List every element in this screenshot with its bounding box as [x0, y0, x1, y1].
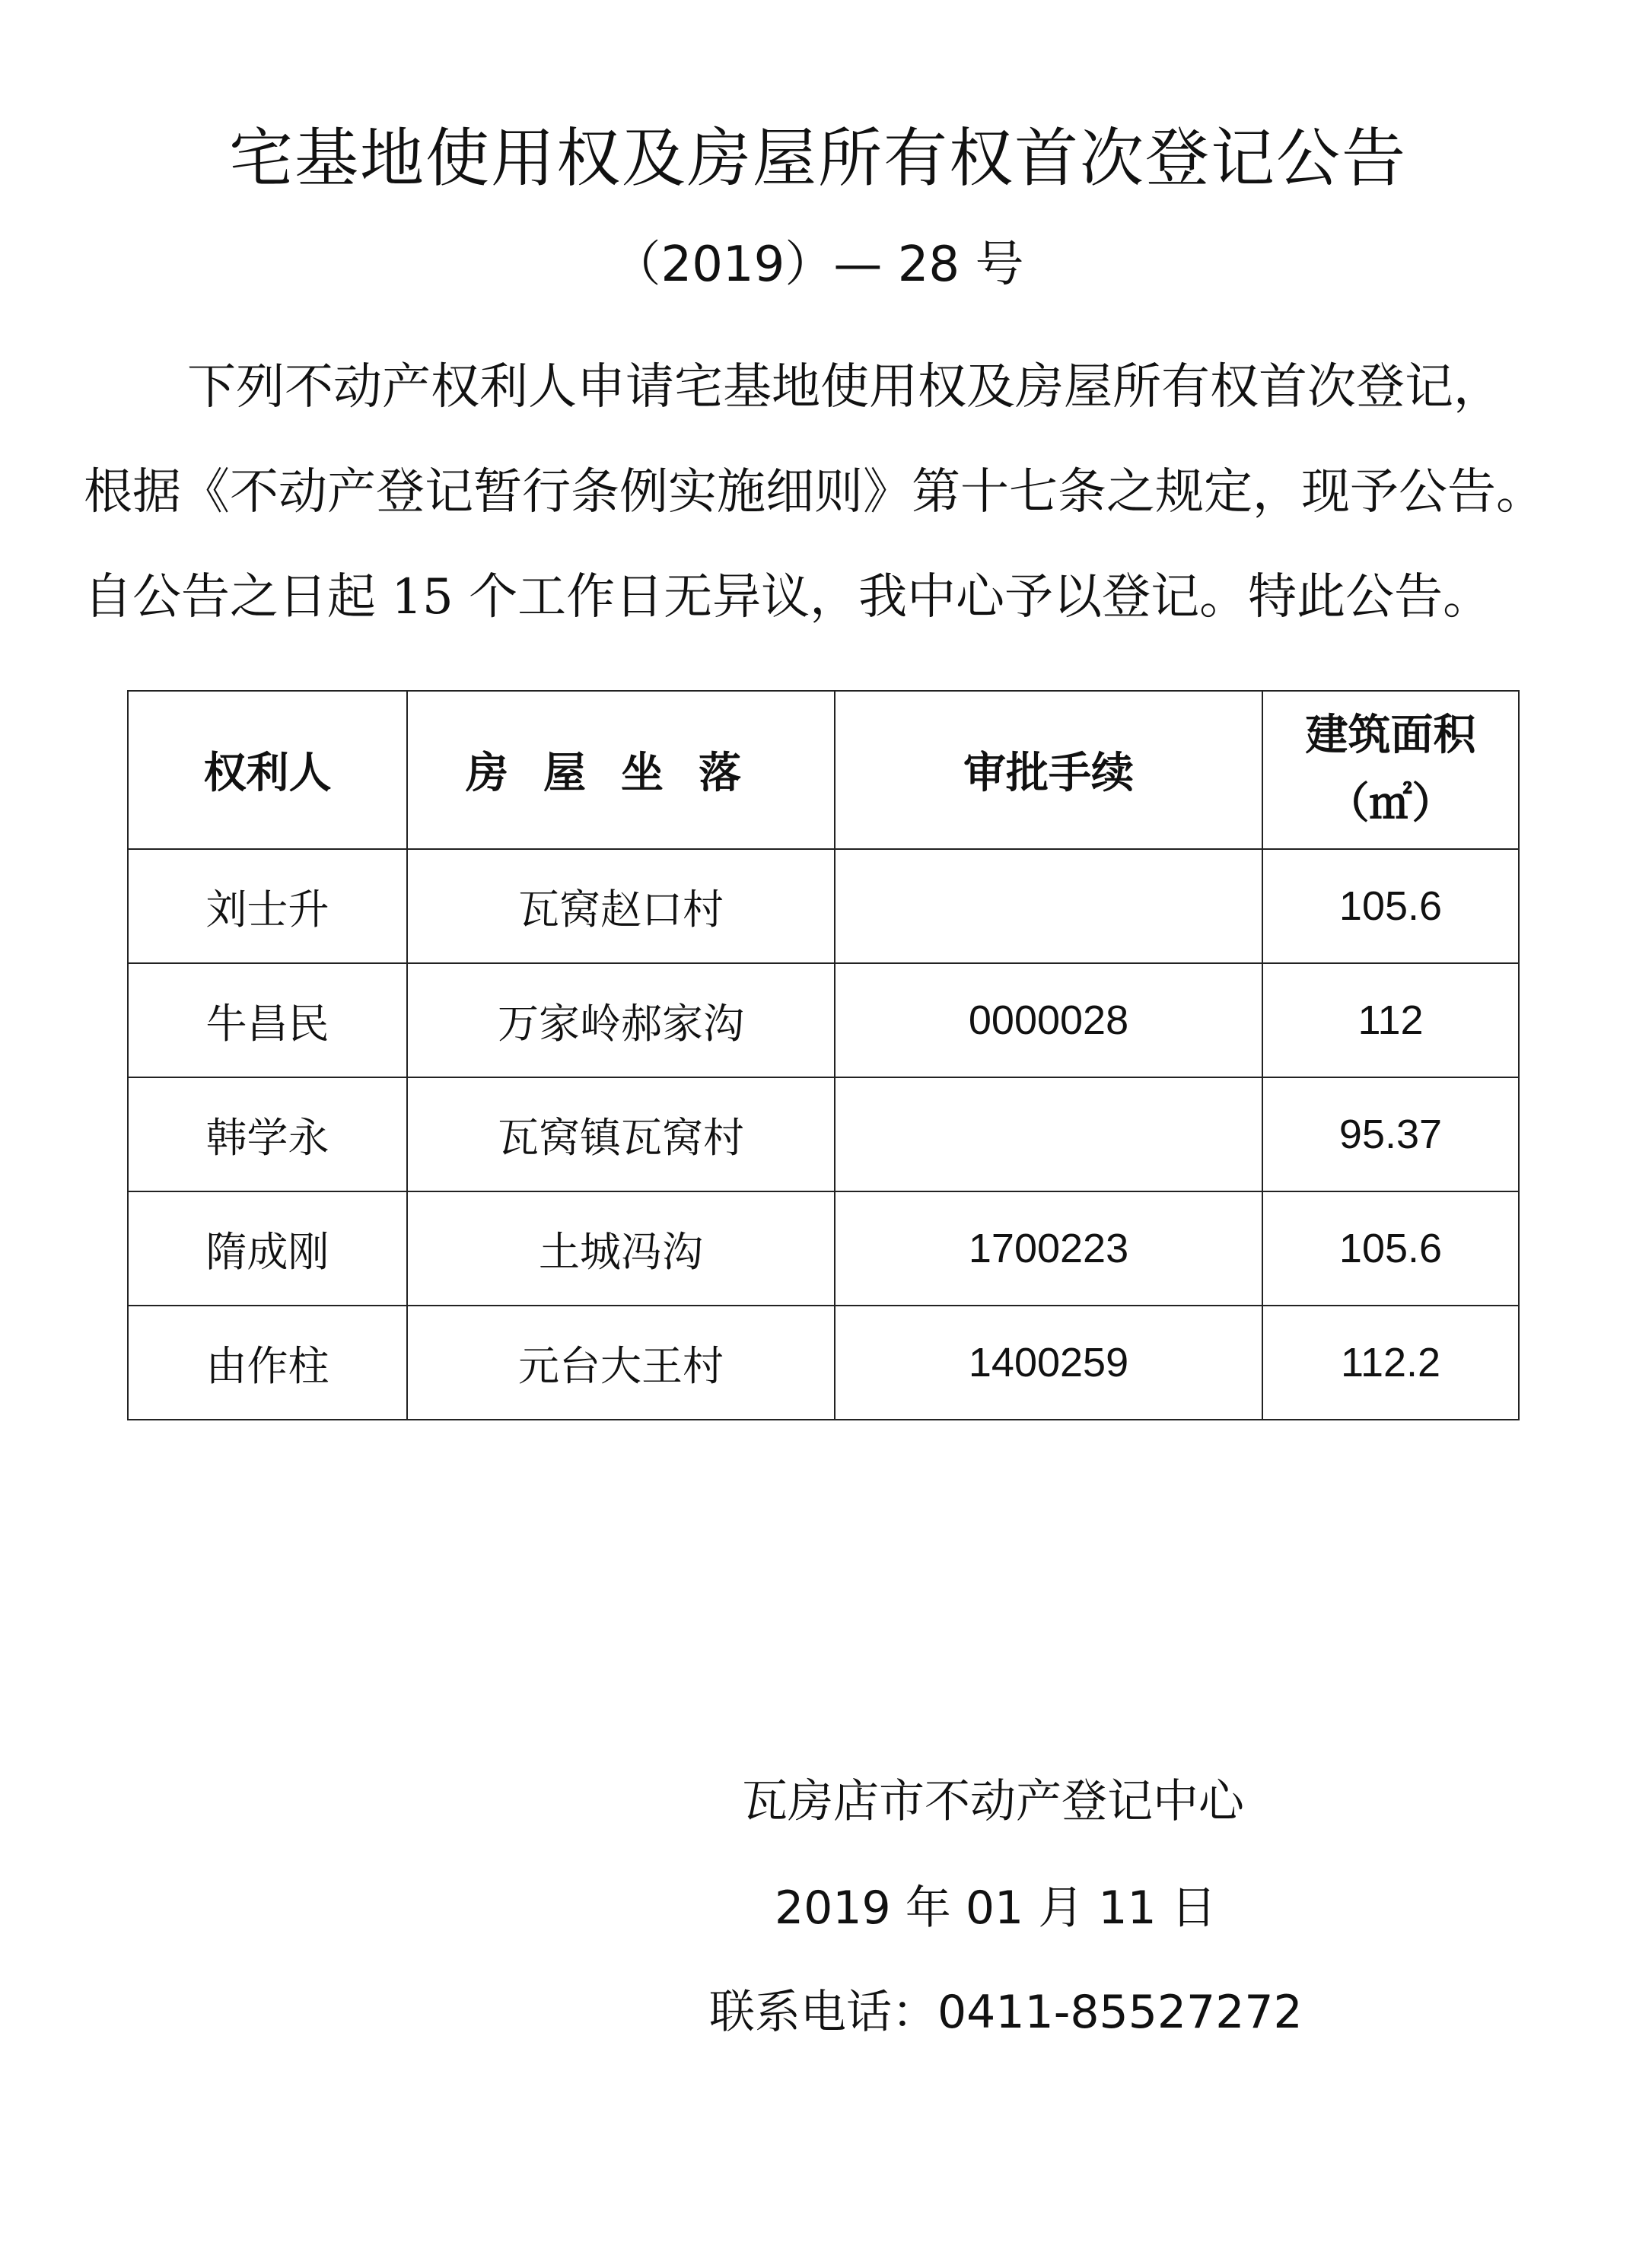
cell-location: 元台大王村 — [407, 1306, 835, 1420]
issue-date: 2019 年 01 月 11 日 — [775, 1882, 1217, 1935]
header-area — [1262, 691, 1519, 849]
header-approval: 审批手续 — [835, 691, 1262, 849]
cell-area: 105.6 — [1262, 1191, 1519, 1306]
header-area-label: 建筑面积 — [1305, 711, 1476, 760]
header-holder: 权利人 — [128, 691, 407, 849]
table-row — [128, 963, 1519, 1077]
cell-approval: 0000028 — [835, 963, 1262, 1077]
table-row — [128, 1191, 1519, 1306]
table-row — [128, 849, 1519, 963]
paragraph-line-1: 下列不动产权利人申请宅基地使用权及房屋所有权首次登记， — [187, 359, 1502, 415]
table-row — [128, 1306, 1519, 1420]
cell-approval: 1400259 — [835, 1306, 1262, 1420]
cell-area: 95.37 — [1262, 1077, 1519, 1191]
cell-location: 万家岭郝家沟 — [407, 963, 835, 1077]
cell-area: 112.2 — [1262, 1306, 1519, 1420]
page-title: 宅基地使用权及房屋所有权首次登记公告 — [228, 121, 1407, 196]
cell-location: 瓦窝赵口村 — [407, 849, 835, 963]
cell-approval: 1700223 — [835, 1191, 1262, 1306]
cell-location: 瓦窝镇瓦窝村 — [407, 1077, 835, 1191]
cell-holder: 隋成刚 — [128, 1191, 407, 1306]
cell-holder: 牛昌民 — [128, 963, 407, 1077]
cell-approval — [835, 1077, 1262, 1191]
cell-holder: 由作柱 — [128, 1306, 407, 1420]
table-row — [128, 1077, 1519, 1191]
table-header-row — [128, 691, 1519, 849]
contact-phone: 联系电话：0411-85527272 — [709, 1986, 1303, 2039]
cell-location: 土城冯沟 — [407, 1191, 835, 1306]
header-area-unit: （㎡） — [1326, 779, 1455, 829]
registration-table — [127, 690, 1520, 1420]
issuing-organization: 瓦房店市不动产登记中心 — [742, 1775, 1244, 1828]
header-location: 房屋坐落 — [407, 691, 835, 849]
announcement-paragraph — [84, 335, 1606, 650]
cell-area: 112 — [1262, 963, 1519, 1077]
cell-holder: 刘士升 — [128, 849, 407, 963]
cell-holder: 韩学永 — [128, 1077, 407, 1191]
cell-approval — [835, 849, 1262, 963]
paragraph-line-3: 自公告之日起 15 个工作日无异议，我中心予以登记。特此公告。 — [84, 569, 1492, 625]
document-number: （2019）— 28 号 — [612, 237, 1024, 293]
cell-area: 105.6 — [1262, 849, 1519, 963]
paragraph-line-2: 根据《不动产登记暂行条例实施细则》第十七条之规定，现予公告。 — [84, 464, 1545, 520]
